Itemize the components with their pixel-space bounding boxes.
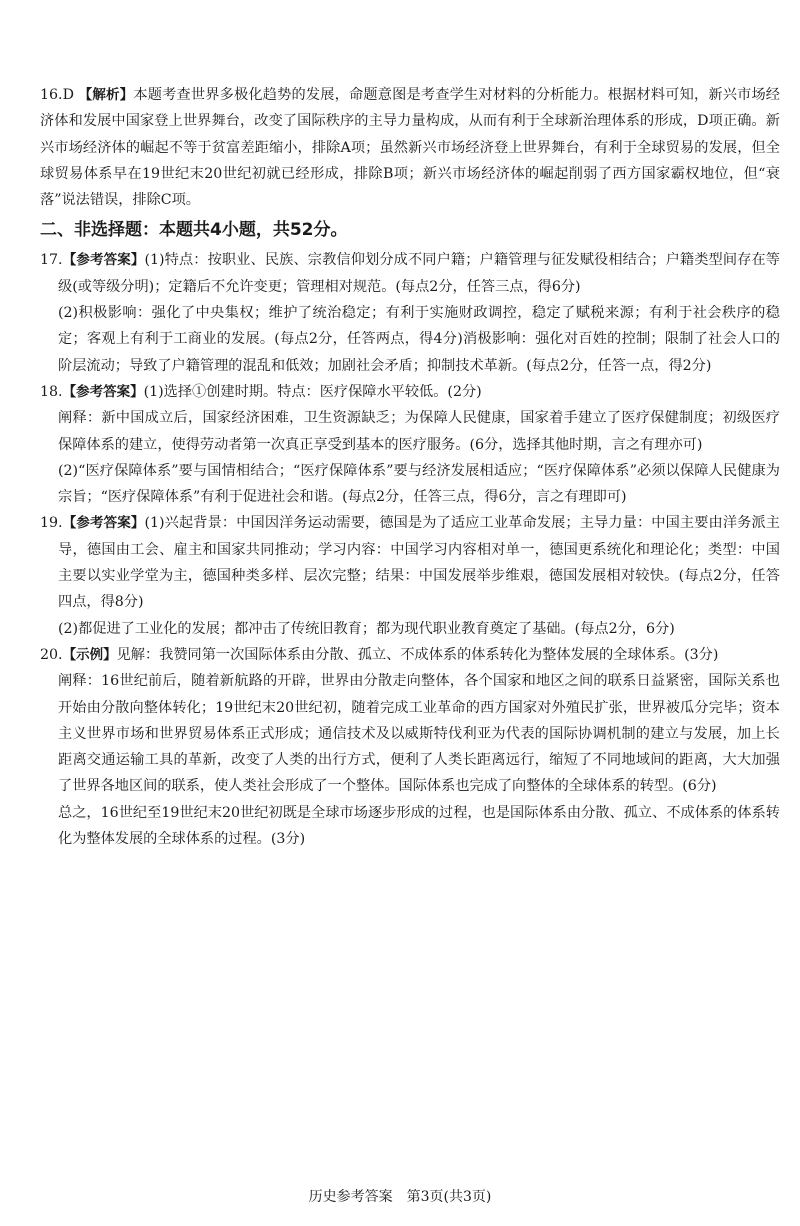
answer-text: (1)兴起背景：中国因洋务运动需要，德国是为了适应工业革命发展；主导力量：中国主要由洋务派主导，德国由工会、雇主和国家共同推动；学习内容：中国学习内容相对单一，德国更系统化和理论化；类型：中国主要以实业学堂为主，德国种类多样、层次完整；结果：中国发展举步维艰，德国发展相对较快。(每点2分，任答四点，得8分) xyxy=(58,515,780,611)
answer-label: 【参考答案】 xyxy=(62,252,145,269)
answer-paragraph: 总之，16世纪至19世纪末20世纪初既是全球市场逐步形成的过程，也是国际体系由分散、孤立、不成体系的体系转化为整体发展的全球体系的过程。(3分) xyxy=(58,804,780,848)
answer-label: 【参考答案】 xyxy=(62,515,145,532)
question-17 xyxy=(40,247,780,300)
answer-paragraph: 阐释：16世纪前后，随着新航路的开辟，世界由分散走向整体，各个国家和地区之间的联系日益紧密，国际关系也开始由分散向整体转化；19世纪末20世纪初，随着完成工业革命的西方国家对外殖民扩张，世界被瓜分完毕；资本主义世界市场和世界贸易体系正式形成；通信技术及以威斯特伐利亚为代表的国际协调机制的建立与发展，加上长距离交通运输工具的革新，改变了人类的出行方式，便利了人类长距离远行，缩短了不同地域间的距离，大大加强了世界各地区间的联系，使人类社会形成了一个整体。国际体系也完成了向整体的全球体系的转型。(6分) xyxy=(58,673,780,795)
answer-label: 【参考答案】 xyxy=(62,383,144,400)
analysis-label: 【解析】 xyxy=(78,87,134,103)
answer-text: (1)特点：按职业、民族、宗教信仰划分成不同户籍；户籍管理与征发赋役相结合；户籍类型间存在等级(或等级分明)；定籍后不允许变更；管理相对规范。(每点2分，任答三点，得6分) xyxy=(58,252,780,295)
answer-paragraph: (2)积极影响：强化了中央集权；维护了统治稳定；有利于实施财政调控，稳定了赋税来源；有利于社会秩序的稳定；客观上有利于工商业的发展。(每点2分，任答两点，得4分)消极影响：强化对百姓的控制；限制了社会人口的阶层流动；导致了户籍管理的混乱和低效；加剧社会矛盾；抑制技术革新。(每点2分，任答一点，得2分) xyxy=(58,305,780,374)
question-18 xyxy=(40,379,780,405)
question-19 xyxy=(40,510,780,615)
analysis-text: 本题考查世界多极化趋势的发展，命题意图是考查学生对材料的分析能力。根据材料可知，新兴市场经济体和发展中国家登上世界舞台，改变了国际秩序的主导力量构成，从而有利于全球新治理体系的形成，D项正确。新兴市场经济体的崛起不等于贫富差距缩小，排除A项；虽然新兴市场经济登上世界舞台，有利于全球贸易的发展，但全球贸易体系早在19世纪末20世纪初就已经形成，排除B项；新兴市场经济体的崛起削弱了西方国家霸权地位，但“衰落”说法错误，排除C项。 xyxy=(40,87,780,209)
question-number: 20. xyxy=(40,646,63,663)
answer-paragraph: 阐释：新中国成立后，国家经济困难，卫生资源缺乏；为保障人民健康，国家着手建立了医疗保健制度；初级医疗保障体系的建立，使得劳动者第一次真正享受到基本的医疗服务。(6分，选择其他时期，言之有理亦可) xyxy=(58,410,780,453)
question-number: 17. xyxy=(40,252,63,269)
answer-text: 见解：我赞同第一次国际体系由分散、孤立、不成体系的体系转化为整体发展的全球体系。(3分) xyxy=(116,646,719,663)
page-footer: 历史参考答案 第3页(共3页) xyxy=(308,1189,492,1205)
question-number: 19. xyxy=(40,515,63,532)
question-number: 16.D xyxy=(40,87,74,103)
answer-content xyxy=(40,82,780,852)
answer-text: (1)选择①创建时期。特点：医疗保障水平较低。(2分) xyxy=(143,383,482,400)
answer-paragraph: (2)都促进了工业化的发展；都冲击了传统旧教育；都为现代职业教育奠定了基础。(每点2分，6分) xyxy=(58,620,675,637)
answer-paragraph: (2)“医疗保障体系”要与国情相结合；“医疗保障体系”要与经济发展相适应；“医疗保障体系”必须以保障人民健康为宗旨；“医疗保障体系”有利于促进社会和谐。(每点2分，任答三点，得6分，言之有理即可) xyxy=(58,462,780,506)
question-number: 18. xyxy=(40,383,63,400)
question-20 xyxy=(40,642,780,668)
example-label: 【示例】 xyxy=(62,646,117,663)
question-16 xyxy=(40,82,780,213)
section-title: 二、非选择题：本题共4小题，共52分。 xyxy=(40,220,348,241)
